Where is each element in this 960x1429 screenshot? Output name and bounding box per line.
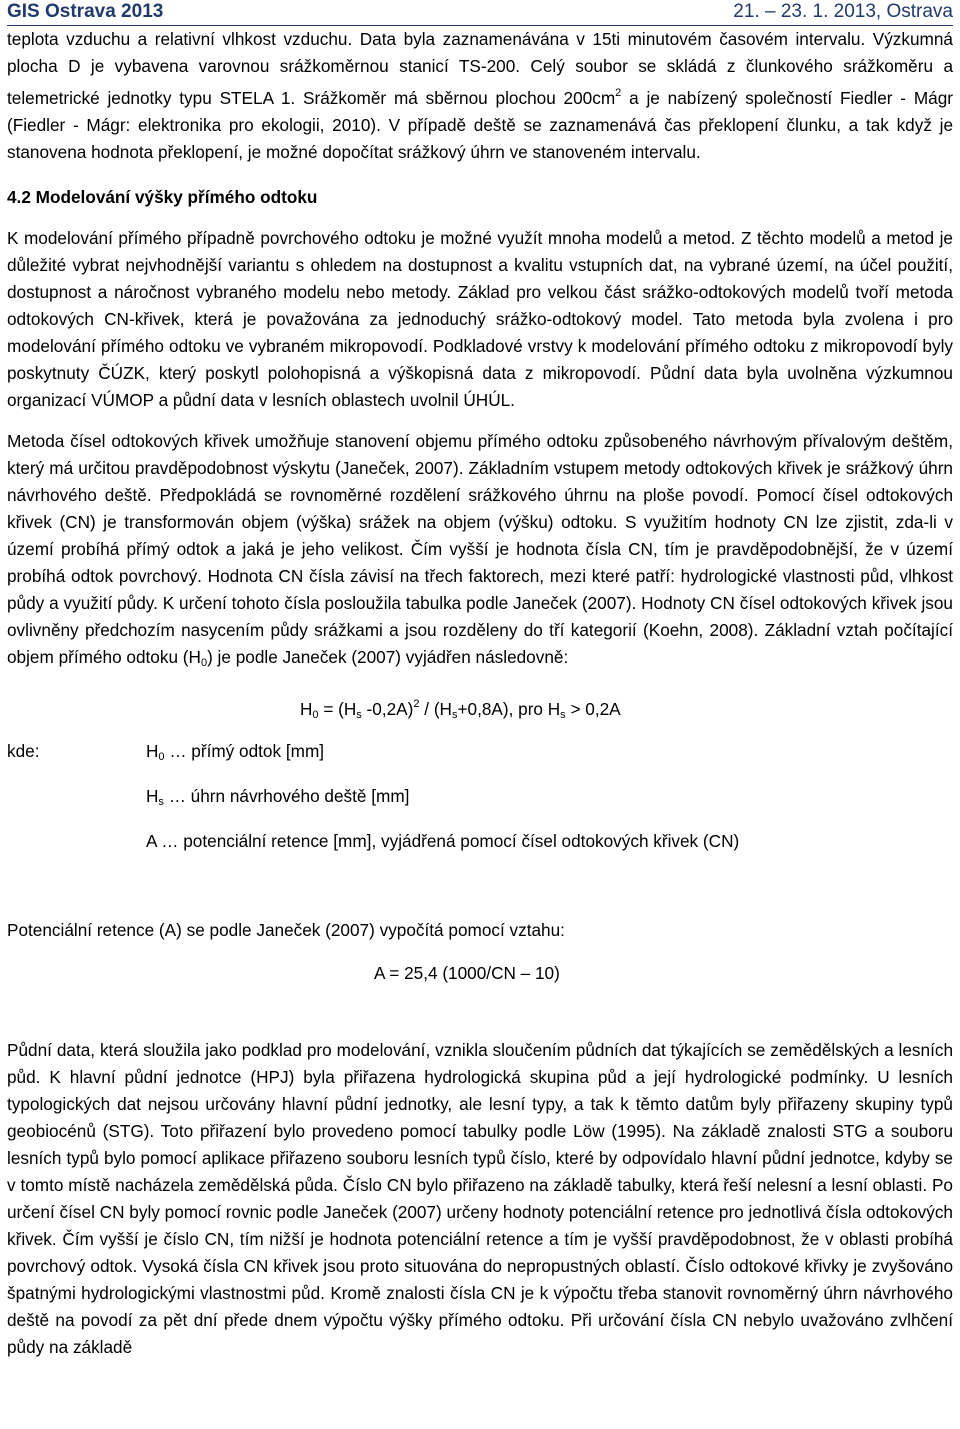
document-page: [7, 0, 953, 1361]
paragraph-retention: Potenciální retence (A) se podle Janeček (2007) vypočítá pomocí vztahu:: [7, 920, 565, 940]
runoff-formula: $H_0 = (H_s$ $-0,2A)^2 / (H_s+0,8A)$, pro $H_s > 0,2A$: [300, 698, 621, 721]
paragraph-station: teplota vzduchu a relativní vlhkost vzduchu. Data byla zaznamenávána v 15ti minutovém časovém intervalu. Výzkumná plocha D je vybavena varovnou srážkoměrnou stanicí TS-200. Celý soubor se skládá z člunkového srážkoměru a telemetrické jednotky typu STELA 1. Srážkoměr má sběrnou plochou $200cm^2$ a je nabízený společností Fiedler - Mágr (Fiedler - Mágr: elektronika pro ekologii, 2010). V případě deště se zaznamenává čas překlopení člunku, a tak když je stanovena hodnota překlopení, je možné dopočítat srážkový úhrn ve stanoveném intervalu.: [7, 29, 954, 162]
section-heading: 4.2 Modelování výšky přímého odtoku: [7, 187, 318, 207]
paragraph-modeling: K modelování přímého případně povrchového odtoku je možné využít mnoha modelů a metod. Z těchto modelů a metod je důležité vybrat nejvhodnější variantu s ohledem na dostupnost a kvalitu vstupních dat, na vybrané území, na účel použití, dostupnost a náročnost vybraného modelu nebo metody. Základ pro velkou část srážko-odtokových modelů tvoří metoda odtokových CN-křivek, která je považována za jednoduchý srážko-odtokový model. Tato metoda byla zvolena i pro modelování přímého odtoku ve vybraném mikropovodí. Podkladové vrstvy k modelování přímého odtoku z mikropovodí byly poskytnuty ČÚZK, který poskytl polohopisná a výškopisná data z mikropovodí. Půdní data byla uvolněna výzkumnou organizací VÚMOP a půdní data v lesních oblastech uvolnil ÚHÚL.: [7, 228, 953, 410]
conference-date-place: 21. – 23. 1. 2013, Ostrava: [733, 1, 953, 22]
definitions-label: kde:: [7, 741, 40, 761]
definition-h0: $H_0$ … přímý odtok [mm]: [146, 741, 325, 763]
definition-hs: $H_s$ … úhrn návrhového deště [mm]: [146, 786, 410, 808]
page-header: [7, 0, 953, 26]
paragraph-soil-data: Půdní data, která sloužila jako podklad pro modelování, vznikla sloučením půdních dat týkajících se zemědělských a lesních půd. K hlavní půdní jednotce (HPJ) byla přiřazena hydrologická skupina půd a její hydrologické podmínky. U lesních typologických dat nejsou určovány hlavní půdní jednotky, ale lesní typy, a tak k těmto datům byly přiřazeny skupiny typů geobiocénů (STG). Toto přiřazení bylo provedeno pomocí tabulky podle Löw (1995). Na základě znalosti STG a souboru lesních typů bylo pomocí aplikace přiřazeno souboru lesních typů číslo, které by odpovídalo hlavní půdní jednotce, kdyby se v tomto místě nacházela zemědělská půda. Číslo CN bylo přiřazeno na základě tabulky, která řeší nelesní a lesní oblasti. Po určení čísel CN byly pomocí rovnic podle Janeček (2007) určeny hodnoty potenciální retence pro jednotlivá čísla odtokových křivek. Čím vyšší je číslo CN, tím nižší je hodnota potenciální retence a tím je vyšší pravděpodobnost, že v oblasti probíhá povrchový odtok. Vysoká čísla CN křivek jsou proto situována do nepropustných oblastí. Číslo odtokové křivky je zvyšováno špatnými hydrologickými vlastnostmi půd. Kromě znalosti čísla CN je k výpočtu třeba stanovit rovnoměrný úhrn návrhového deště na povodí za pět dní přede dnem výpočtu výšky přímého odtoku. Při určování čísla CN nebylo uvažováno zvlhčení půdy na základě: [7, 1040, 953, 1357]
conference-name: GIS Ostrava 2013: [7, 1, 164, 22]
paragraph-cn-method: Metoda čísel odtokových křivek umožňuje stanovení objemu přímého odtoku způsobeného návrhovým přívalovým deštěm, který má určitou pravděpodobnost výskytu (Janeček, 2007). Základním vstupem metody odtokových křivek je srážkový úhrn návrhového deště. Předpokládá se rovnoměrné rozdělení srážkového úhrnu na ploše povodí. Pomocí čísel odtokových křivek (CN) je transformován objem (výška) srážek na objem (výšku) odtoku. S využitím hodnoty CN lze zjistit, zda-li v území probíhá přímý odtok a jaká je jeho velikost. Čím vyšší je hodnota čísla CN, tím je pravděpodobnější, že v území probíhá odtok povrchový. Hodnota CN čísla závisí na třech faktorech, mezi které patří: hydrologické vlastnosti půd, vlhkost půdy a využití půdy. K určení tohoto čísla posloužila tabulka podle Janeček (2007). Hodnoty CN čísel odtokových křivek jsou ovlivněny předchozím nasycením půdy srážkami a jsou rozděleny do tří kategorií (Koehn, 2008). Základní vztah počítající objem přímého odtoku $(H_0)$ je podle Janeček (2007) vyjádřen následovně:: [7, 431, 953, 669]
variable-definitions: [7, 738, 953, 867]
retention-formula: A = 25,4 (1000/CN – 10): [374, 963, 560, 983]
definition-a: A … potenciální retence [mm], vyjádřená pomocí čísel odtokových křivek (CN): [146, 831, 740, 851]
